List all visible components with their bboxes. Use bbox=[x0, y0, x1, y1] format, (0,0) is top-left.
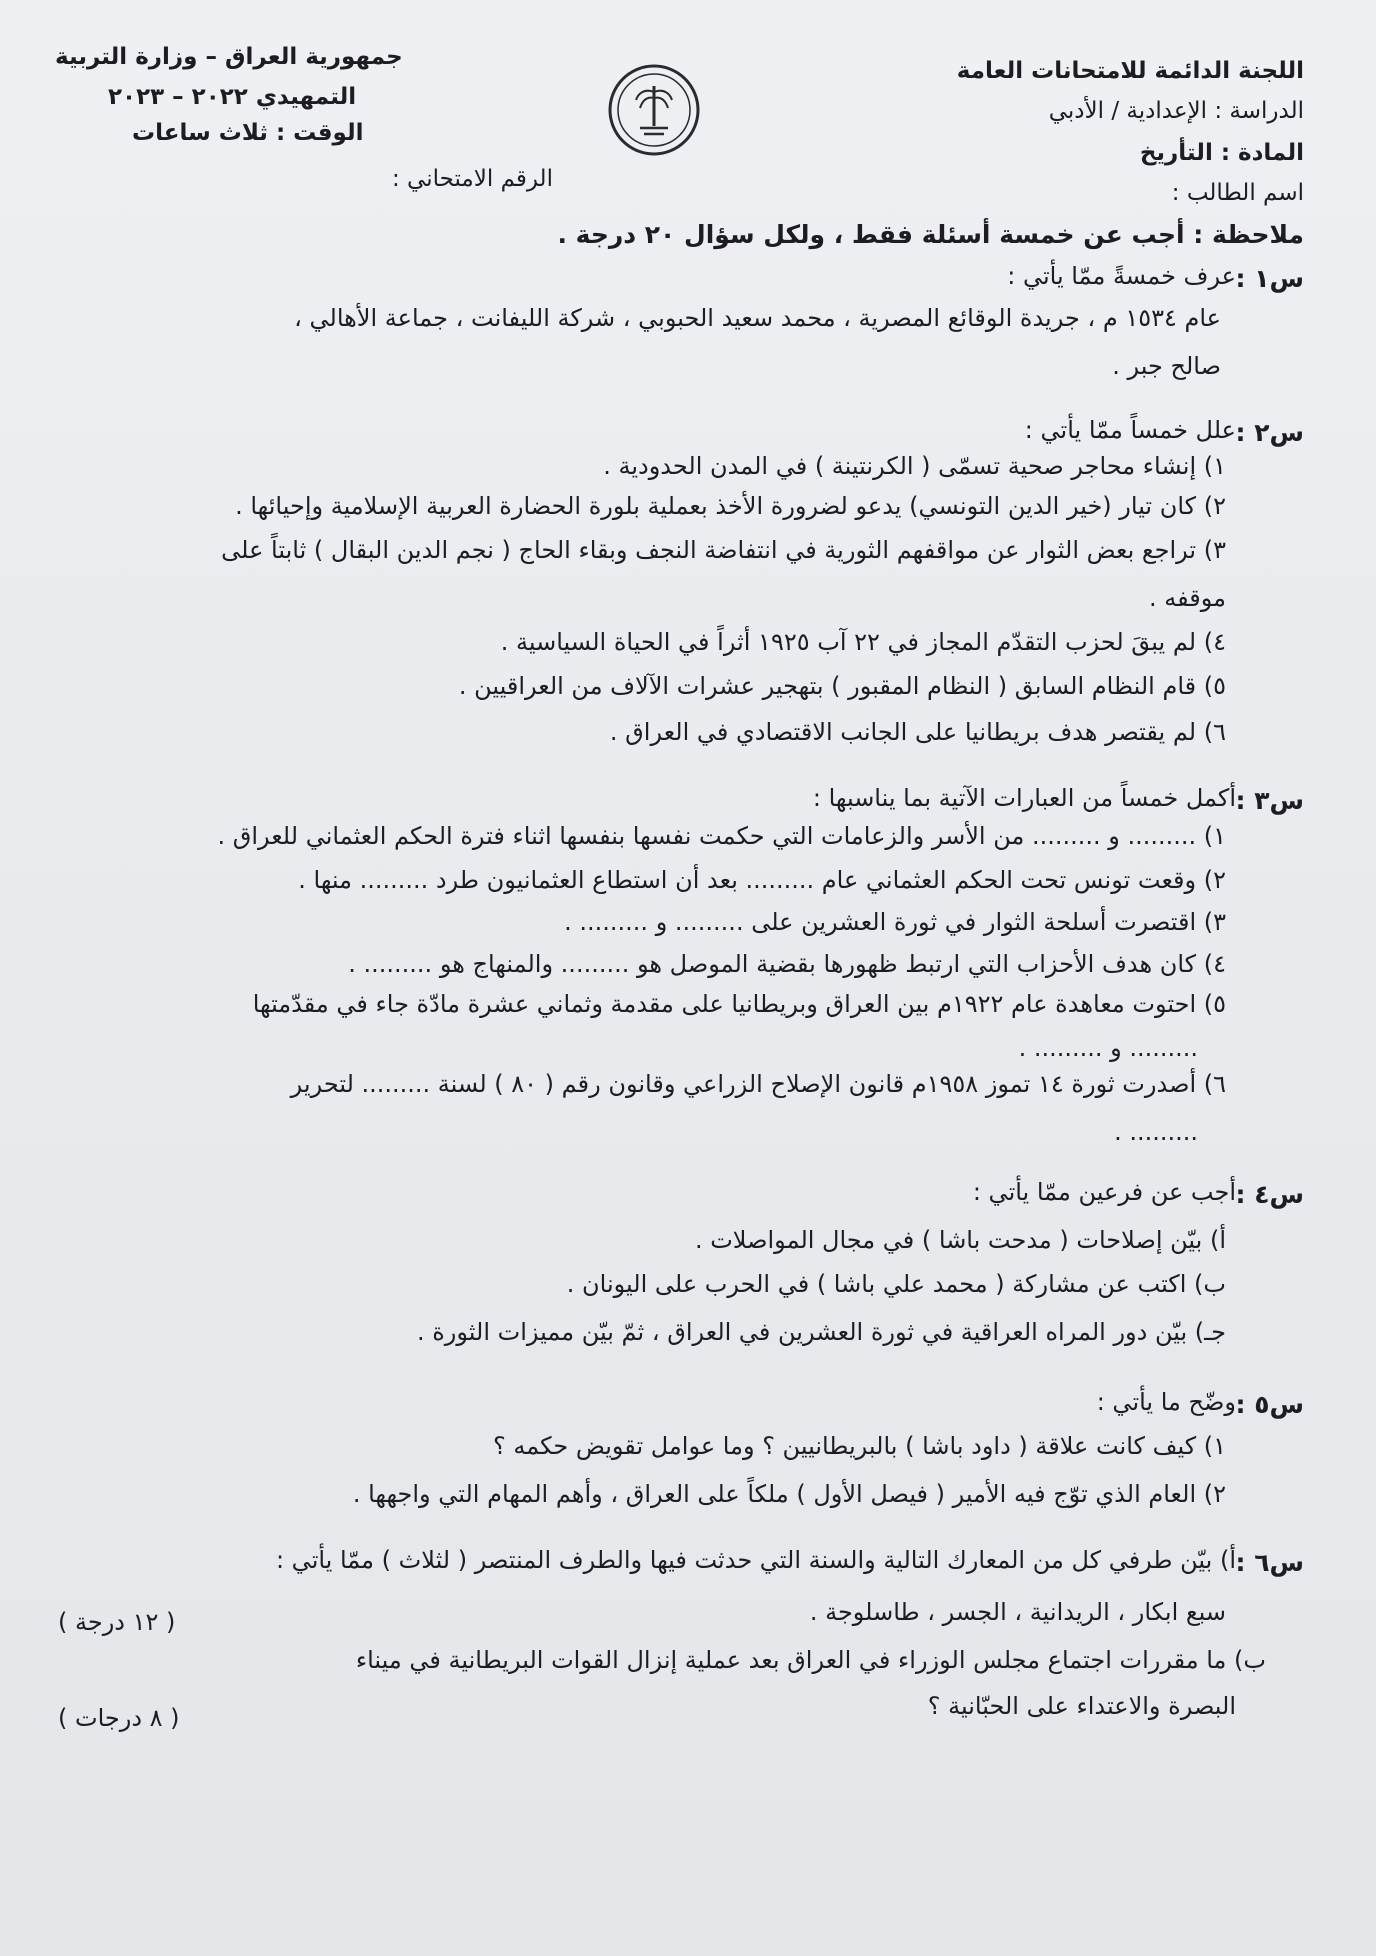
q6-line2: ب) ما مقررات اجتماع مجلس الوزراء في العراق بعد عملية إنزال القوات البريطانية في ميناء bbox=[355, 1646, 1266, 1674]
q6-title: أ) بيّن طرفي كل من المعارك التالية والسنة التي حدثت فيها والطرف المنتصر ( لثلاث ) ممّا يأتي : bbox=[275, 1546, 1236, 1574]
q3-item: ٢) وقعت تونس تحت الحكم العثماني عام ......... بعد أن استطاع العثمانيون طرد ......... منها . bbox=[298, 866, 1226, 894]
study-branch: الدراسة : الإعدادية / الأدبي bbox=[1048, 98, 1304, 124]
q3-item: ٥) احتوت معاهدة عام ١٩٢٢م بين العراق وبريطانيا على مقدمة وثماني عشرة مادّة جاء في مقدّمتها bbox=[252, 990, 1226, 1018]
subject-line: المادة : التأريخ bbox=[1139, 140, 1304, 166]
q6-marks-a: ( ١٢ درجة ) bbox=[58, 1608, 176, 1636]
q2-label: س٢ : bbox=[1235, 418, 1304, 447]
q6-line3: البصرة والاعتداء على الحبّانية ؟ bbox=[927, 1692, 1236, 1720]
q6-battles: سبع ابكار ، الريدانية ، الجسر ، طاسلوجة . bbox=[809, 1598, 1226, 1626]
q1-title: عرف خمسةً ممّا يأتي : bbox=[1007, 262, 1236, 290]
q4-label: س٤ : bbox=[1235, 1180, 1304, 1209]
exam-note: ملاحظة : أجب عن خمسة أسئلة فقط ، ولكل سؤال ٢٠ درجة . bbox=[557, 220, 1304, 249]
exam-round: التمهيدي ٢٠٢٢ – ٢٠٢٣ bbox=[108, 84, 357, 110]
q2-item: ١) إنشاء محاجر صحية تسمّى ( الكرنتينة ) في المدن الحدودية . bbox=[603, 452, 1226, 480]
exam-duration: الوقت : ثلاث ساعات bbox=[132, 120, 364, 146]
q6-marks-b: ( ٨ درجات ) bbox=[58, 1704, 180, 1732]
q6-label: س٦ : bbox=[1235, 1548, 1304, 1577]
q2-item: موقفه . bbox=[1149, 584, 1226, 612]
q2-item: ٢) كان تيار (خير الدين التونسي) يدعو لضرورة الأخذ بعملية بلورة الحضارة العربية الإسلامية وإحيائها . bbox=[235, 492, 1226, 520]
q5-label: س٥ : bbox=[1235, 1390, 1304, 1419]
q1-line1: عام ١٥٣٤ م ، جريدة الوقائع المصرية ، محمد سعيد الحبوبي ، شركة الليفانت ، جماعة الأهالي ، bbox=[294, 304, 1221, 332]
q1-line2: صالح جبر . bbox=[1112, 352, 1221, 380]
q3-item: ......... و ......... . bbox=[1018, 1034, 1198, 1062]
q2-item: ٣) تراجع بعض الثوار عن مواقفهم الثورية في انتفاضة النجف وبقاء الحاج ( نجم الدين البقال ) ثابتاً على bbox=[221, 536, 1226, 564]
q1-label: س١ : bbox=[1235, 264, 1304, 293]
q3-item: ٦) أصدرت ثورة ١٤ تموز ١٩٥٨م قانون الإصلاح الزراعي وقانون رقم ( ٨٠ ) لسنة ......... لتحرير bbox=[290, 1070, 1226, 1098]
q2-item: ٥) قام النظام السابق ( النظام المقبور ) بتهجير عشرات الآلاف من العراقيين . bbox=[458, 672, 1226, 700]
exam-number-label: الرقم الامتحاني : bbox=[392, 166, 553, 192]
q3-item: ١) ......... و ......... من الأسر والزعامات التي حكمت نفسها بنفسها اثناء فترة الحكم العثماني للعراق . bbox=[217, 822, 1226, 850]
q3-label: س٣ : bbox=[1235, 786, 1304, 815]
q2-item: ٦) لم يقتصر هدف بريطانيا على الجانب الاقتصادي في العراق . bbox=[609, 718, 1226, 746]
committee-title: اللجنة الدائمة للامتحانات العامة bbox=[956, 58, 1304, 84]
q3-item: ٣) اقتصرت أسلحة الثوار في ثورة العشرين على ......... و ......... . bbox=[564, 908, 1226, 936]
q5-item: ٢) العام الذي توّج فيه الأمير ( فيصل الأول ) ملكاً على العراق ، وأهم المهام التي واجهها . bbox=[352, 1480, 1226, 1508]
ministry-title: جمهورية العراق – وزارة التربية bbox=[55, 44, 403, 70]
q3-item: ٤) كان هدف الأحزاب التي ارتبط ظهورها بقضية الموصل هو ......... والمنهاج هو ......... . bbox=[348, 950, 1226, 978]
q4-item: ب) اكتب عن مشاركة ( محمد علي باشا ) في الحرب على اليونان . bbox=[566, 1270, 1226, 1298]
q2-title: علل خمساً ممّا يأتي : bbox=[1024, 416, 1236, 444]
q4-item: جـ) بيّن دور المراه العراقية في ثورة العشرين في العراق ، ثمّ بيّن مميزات الثورة . bbox=[416, 1318, 1226, 1346]
q3-item: ......... . bbox=[1114, 1118, 1198, 1146]
q2-item: ٤) لم يبقَ لحزب التقدّم المجاز في ٢٢ آب ١٩٢٥ أثراً في الحياة السياسية . bbox=[500, 628, 1226, 656]
ministry-seal-icon bbox=[606, 62, 702, 158]
q5-item: ١) كيف كانت علاقة ( داود باشا ) بالبريطانيين ؟ وما عوامل تقويض حكمه ؟ bbox=[493, 1432, 1226, 1460]
q4-item: أ) بيّن إصلاحات ( مدحت باشا ) في مجال المواصلات . bbox=[694, 1226, 1226, 1254]
student-name-label: اسم الطالب : bbox=[1171, 180, 1304, 206]
q4-title: أجب عن فرعين ممّا يأتي : bbox=[972, 1178, 1236, 1206]
q5-title: وضّح ما يأتي : bbox=[1096, 1388, 1236, 1416]
q3-title: أكمل خمساً من العبارات الآتية بما يناسبها : bbox=[812, 784, 1236, 812]
